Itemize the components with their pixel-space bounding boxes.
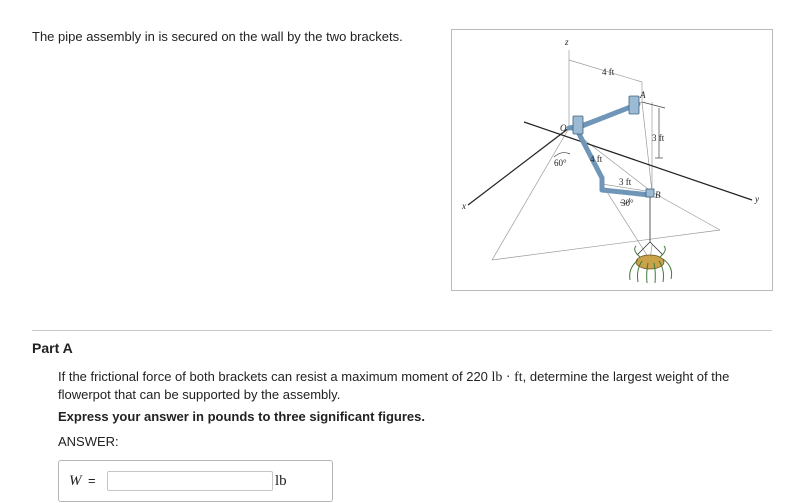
answer-instruction: Express your answer in pounds to three significant figures. (58, 409, 425, 424)
z-axis-label: z (565, 37, 569, 47)
question-unit: lb · ft (491, 370, 523, 385)
problem-intro: The pipe assembly in is secured on the wall by the two brackets. (32, 29, 403, 44)
question-text (58, 368, 758, 403)
dimension-top: 4 ft (602, 67, 615, 77)
point-o-label: O (560, 123, 567, 133)
answer-input[interactable] (107, 471, 273, 491)
answer-label: ANSWER: (58, 434, 119, 449)
answer-unit: lb (275, 473, 287, 489)
point-b-label: B (655, 190, 661, 200)
answer-box (58, 460, 333, 502)
question-text-end: , determine the largest weight of the flowerpot that can be supported by the assembly. (58, 369, 730, 402)
y-axis-label: y (755, 194, 759, 204)
dimension-diagonal: 4 ft (590, 154, 603, 164)
x-axis-label: x (462, 201, 466, 211)
angle-30-label: 30° (621, 198, 634, 208)
dimension-horizontal: 3 ft (619, 177, 632, 187)
equals-sign: = (88, 473, 96, 488)
dimension-right: 3 ft (652, 133, 665, 143)
pipe-assembly-figure (451, 29, 773, 291)
section-divider (32, 330, 772, 331)
pipe-assembly-diagram (452, 30, 772, 290)
question-text-start: If the frictional force of both brackets can resist a maximum moment of 220 (58, 369, 492, 384)
part-title: Part A (32, 340, 73, 356)
angle-60-label: 60° (554, 158, 567, 168)
answer-variable: W (69, 473, 82, 489)
point-a-label: A (640, 90, 646, 100)
